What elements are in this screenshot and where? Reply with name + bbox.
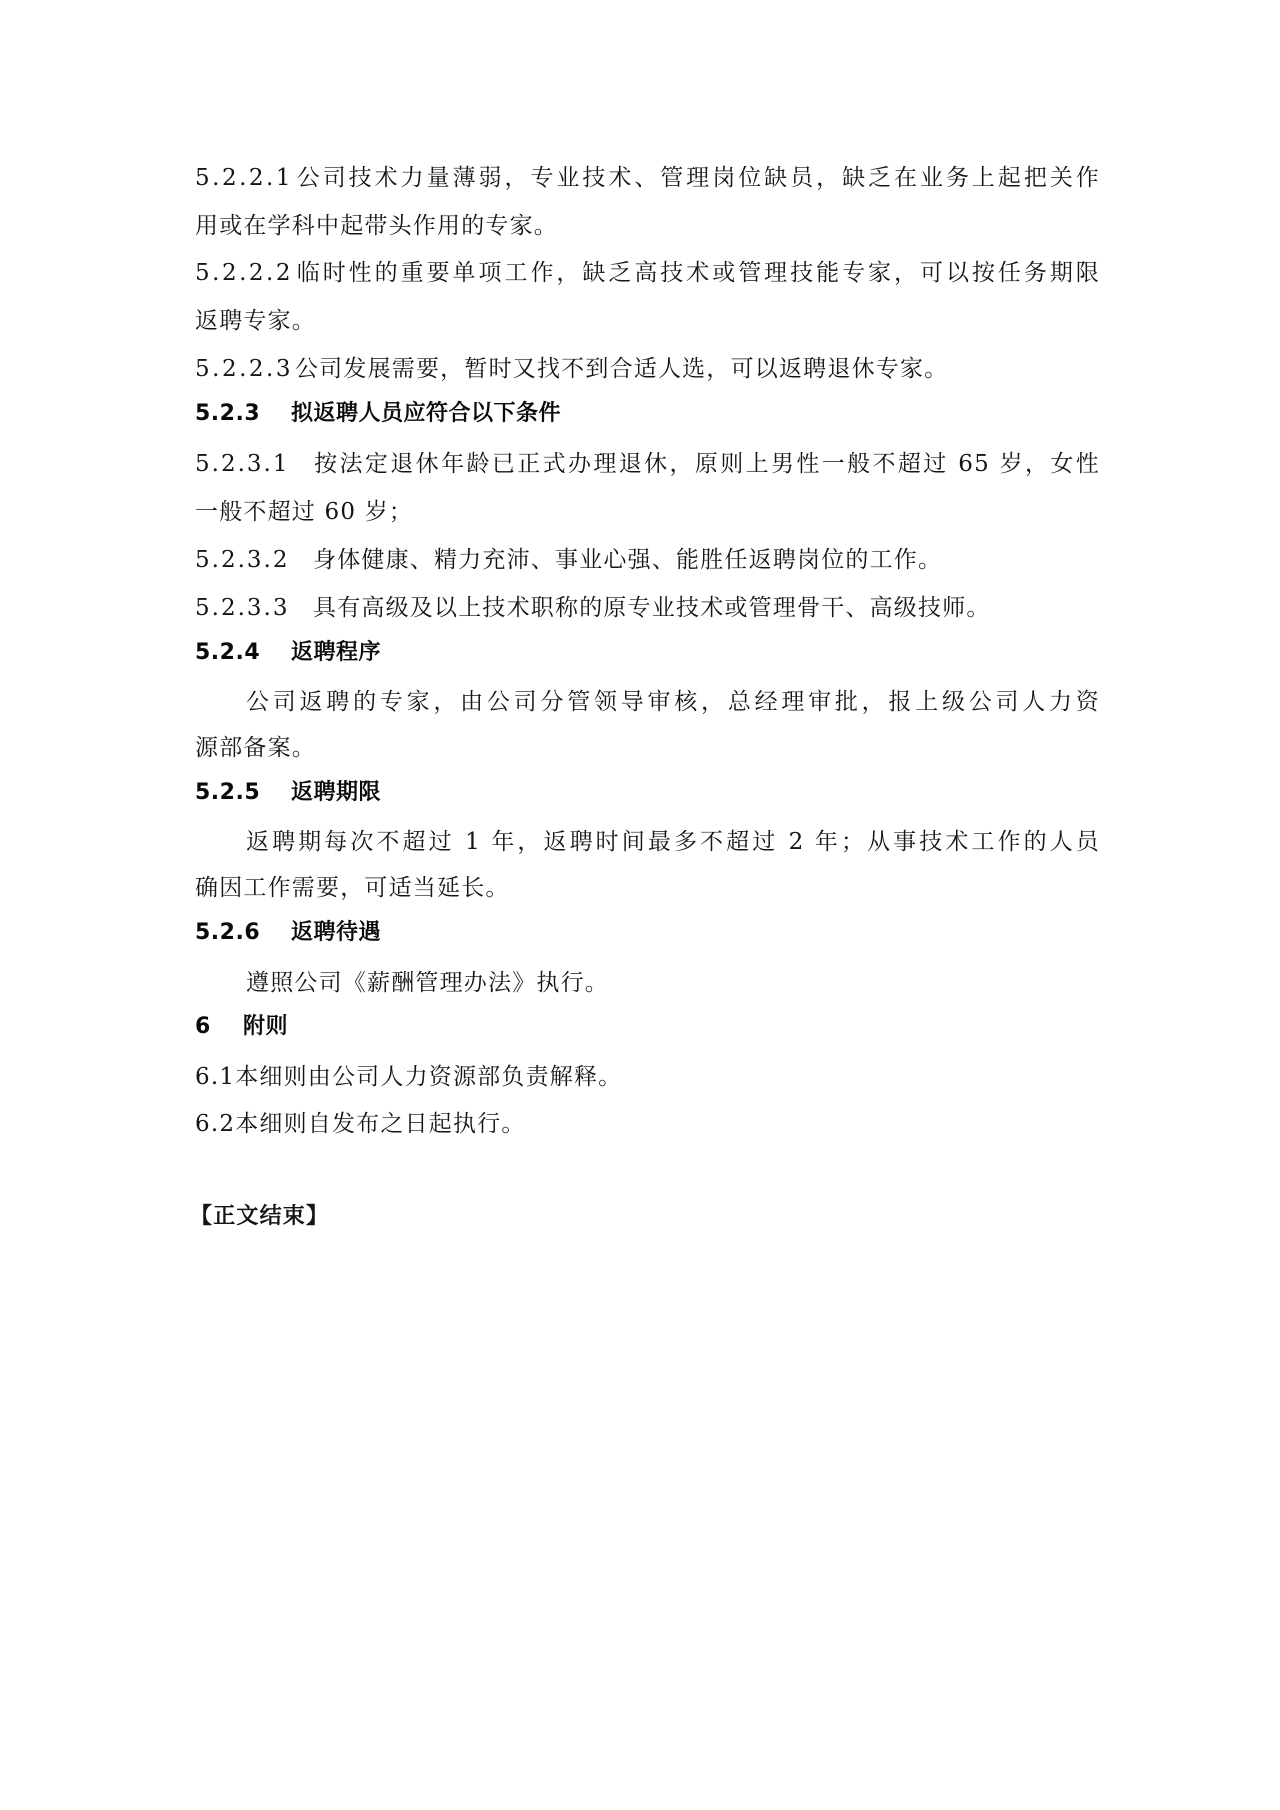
condition-number: 5.2.3.2 <box>195 547 290 573</box>
clause-5-2-2-2-line1 <box>195 258 1100 288</box>
paragraph-5-2-5-line1: 返聘期每次不超过 1 年，返聘时间最多不超过 2 年；从事技术工作的人员 <box>246 829 1100 855</box>
paragraph-5-2-6: 遵照公司《薪酬管理办法》执行。 <box>246 970 609 996</box>
clause-text: 公司技术力量薄弱，专业技术、管理岗位缺员，缺乏在业务上起把关作 <box>294 165 1100 191</box>
heading-6 <box>195 1012 1100 1042</box>
clause-text: 本细则自发布之日起执行。 <box>235 1111 526 1137</box>
condition-number: 5.2.3.1 <box>195 451 290 477</box>
clause-6-1 <box>195 1062 1100 1092</box>
clause-6-2 <box>195 1109 1100 1139</box>
paragraph-5-2-4-line2: 源部备案。 <box>195 735 316 761</box>
heading-title: 附则 <box>243 1014 289 1039</box>
heading-number: 5.2.4 <box>195 640 261 665</box>
heading-5-2-5 <box>195 778 1100 808</box>
heading-5-2-4 <box>195 638 1100 668</box>
condition-text: 身体健康、精力充沛、事业心强、能胜任返聘岗位的工作。 <box>313 547 943 573</box>
heading-title: 返聘期限 <box>291 780 382 805</box>
end-of-text-mark: 【正文结束】 <box>190 1204 330 1229</box>
clause-5-2-2-1-line1 <box>195 163 1100 193</box>
clause-number: 5.2.2.1 <box>195 165 293 191</box>
heading-number: 6 <box>195 1014 211 1039</box>
clause-text: 公司发展需要，暂时又找不到合适人选，可以返聘退休专家。 <box>294 356 949 382</box>
condition-number: 5.2.3.3 <box>195 595 290 621</box>
condition-5-2-3-2 <box>195 545 1100 575</box>
condition-5-2-3-1-line1 <box>195 449 1100 479</box>
condition-5-2-3-3 <box>195 593 1100 623</box>
heading-title: 返聘程序 <box>291 640 382 665</box>
condition-text: 按法定退休年龄已正式办理退休，原则上男性一般不超过 65 岁，女性 <box>313 451 1100 477</box>
clause-number: 5.2.2.2 <box>195 260 293 286</box>
condition-text: 具有高级及以上技术职称的原专业技术或管理骨干、高级技师。 <box>313 595 991 621</box>
heading-number: 5.2.6 <box>195 920 261 945</box>
heading-number: 5.2.5 <box>195 780 261 805</box>
clause-number: 6.2 <box>195 1111 236 1137</box>
condition-5-2-3-1-line2: 一般不超过 60 岁； <box>195 499 414 525</box>
clause-5-2-2-2-line2: 返聘专家。 <box>195 308 316 334</box>
clause-5-2-2-1-line2: 用或在学科中起带头作用的专家。 <box>195 213 558 239</box>
heading-5-2-3 <box>195 399 1100 429</box>
paragraph-5-2-4-line1: 公司返聘的专家，由公司分管领导审核，总经理审批，报上级公司人力资 <box>246 689 1100 715</box>
paragraph-5-2-5-line2: 确因工作需要，可适当延长。 <box>195 875 510 901</box>
heading-title: 拟返聘人员应符合以下条件 <box>291 401 562 426</box>
heading-title: 返聘待遇 <box>291 920 382 945</box>
clause-number: 6.1 <box>195 1064 236 1090</box>
heading-number: 5.2.3 <box>195 401 261 426</box>
clause-number: 5.2.2.3 <box>195 356 293 382</box>
clause-text: 临时性的重要单项工作，缺乏高技术或管理技能专家，可以按任务期限 <box>294 260 1100 286</box>
heading-5-2-6 <box>195 918 1100 948</box>
clause-5-2-2-3 <box>195 354 1100 384</box>
clause-text: 本细则由公司人力资源部负责解释。 <box>235 1064 623 1090</box>
